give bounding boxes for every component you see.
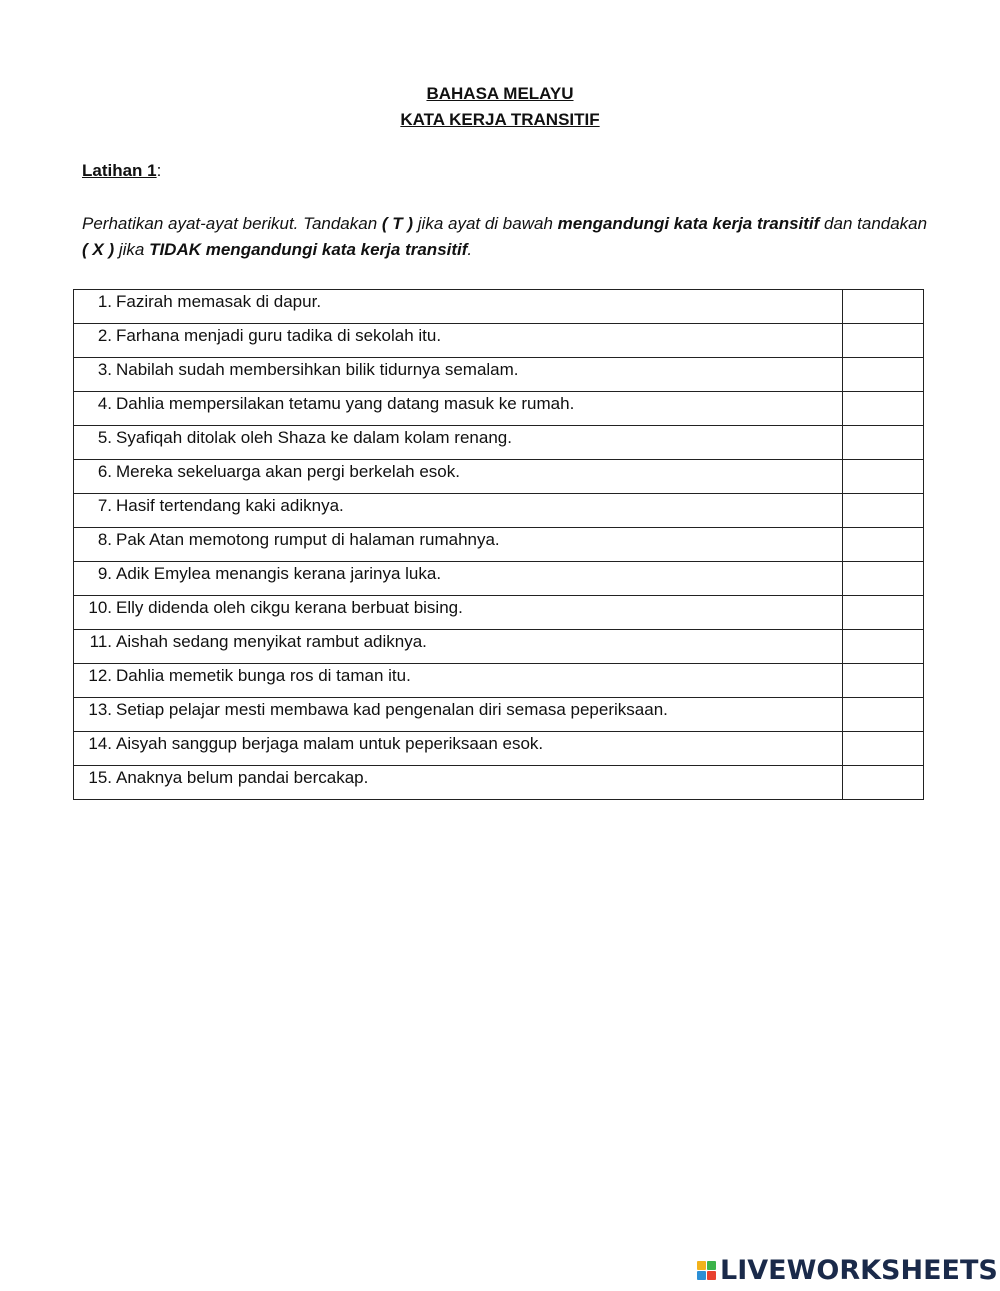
- question-row: [74, 596, 924, 630]
- question-row: [74, 630, 924, 664]
- answer-box[interactable]: [843, 324, 924, 358]
- question-number: 11.: [89, 632, 112, 651]
- logo-tile: [697, 1261, 706, 1270]
- answer-box[interactable]: [843, 562, 924, 596]
- question-row: [74, 324, 924, 358]
- question-cell: [74, 732, 843, 766]
- question-number: 4.: [97, 394, 112, 413]
- answer-box[interactable]: [843, 392, 924, 426]
- question-row: [74, 664, 924, 698]
- question-row: [74, 460, 924, 494]
- question-number: 13.: [88, 700, 112, 719]
- answer-box[interactable]: [843, 460, 924, 494]
- question-row: [74, 528, 924, 562]
- topic-title: KATA KERJA TRANSITIF: [400, 110, 600, 129]
- question-number: 3.: [97, 360, 112, 379]
- question-number: 10.: [88, 598, 112, 617]
- answer-box[interactable]: [843, 766, 924, 800]
- logo-tile: [707, 1271, 716, 1280]
- answer-box[interactable]: [843, 596, 924, 630]
- question-number: 7.: [97, 496, 112, 515]
- question-number: 6.: [97, 462, 112, 481]
- answer-box[interactable]: [843, 664, 924, 698]
- question-text: Fazirah memasak di dapur.: [116, 292, 322, 311]
- question-text: Dahlia mempersilakan tetamu yang datang masuk ke rumah.: [116, 394, 575, 413]
- question-cell: [74, 766, 843, 800]
- question-row: [74, 766, 924, 800]
- subject-title: BAHASA MELAYU: [426, 84, 574, 103]
- instruction-part: jika ayat di bawah: [413, 214, 558, 233]
- t-mark: ( T ): [381, 214, 414, 233]
- question-row: [74, 698, 924, 732]
- question-text: Adik Emylea menangis kerana jarinya luka.: [116, 564, 442, 583]
- section-heading: [82, 161, 161, 181]
- instruction-part: .: [467, 240, 473, 259]
- question-number: 1.: [97, 292, 112, 311]
- question-row: [74, 426, 924, 460]
- question-text: Elly didenda oleh cikgu kerana berbuat bising.: [116, 598, 463, 617]
- question-cell: [74, 596, 843, 630]
- liveworksheets-logo: [697, 1253, 998, 1287]
- question-row: [74, 290, 924, 324]
- contains-phrase: mengandungi kata kerja transitif: [557, 214, 820, 233]
- question-row: [74, 392, 924, 426]
- question-text: Pak Atan memotong rumput di halaman rumahnya.: [116, 530, 500, 549]
- question-text: Farhana menjadi guru tadika di sekolah itu.: [116, 326, 442, 345]
- question-number: 15.: [88, 768, 112, 787]
- question-text: Aishah sedang menyikat rambut adiknya.: [116, 632, 427, 651]
- question-cell: [74, 664, 843, 698]
- question-row: [74, 494, 924, 528]
- question-cell: [74, 290, 843, 324]
- question-number: 8.: [97, 530, 112, 549]
- logo-mark-icon: [697, 1261, 716, 1280]
- question-cell: [74, 358, 843, 392]
- question-text: Hasif tertendang kaki adiknya.: [116, 496, 344, 515]
- section-colon: :: [156, 161, 162, 180]
- answer-box[interactable]: [843, 732, 924, 766]
- question-cell: [74, 562, 843, 596]
- question-number: 9.: [97, 564, 112, 583]
- logo-tile: [697, 1271, 706, 1280]
- question-cell: [74, 324, 843, 358]
- question-text: Aisyah sanggup berjaga malam untuk peperiksaan esok.: [116, 734, 544, 753]
- instruction-part: jika: [114, 240, 150, 259]
- question-number: 12.: [88, 666, 112, 685]
- answer-box[interactable]: [843, 698, 924, 732]
- question-text: Mereka sekeluarga akan pergi berkelah esok.: [116, 462, 460, 481]
- question-text: Setiap pelajar mesti membawa kad pengenalan diri semasa peperiksaan.: [116, 700, 668, 719]
- instruction-text: [82, 211, 932, 263]
- question-cell: [74, 392, 843, 426]
- answer-box[interactable]: [843, 528, 924, 562]
- logo-tile: [707, 1261, 716, 1270]
- question-text: Nabilah sudah membersihkan bilik tidurnya semalam.: [116, 360, 519, 379]
- question-row: [74, 732, 924, 766]
- question-row: [74, 358, 924, 392]
- question-row: [74, 562, 924, 596]
- answer-box[interactable]: [843, 358, 924, 392]
- question-cell: [74, 460, 843, 494]
- x-mark: ( X ): [82, 240, 115, 259]
- question-cell: [74, 426, 843, 460]
- answer-box[interactable]: [843, 630, 924, 664]
- question-cell: [74, 494, 843, 528]
- question-text: Dahlia memetik bunga ros di taman itu.: [116, 666, 411, 685]
- question-cell: [74, 528, 843, 562]
- brand-text: LIVEWORKSHEETS: [720, 1254, 998, 1286]
- instruction-part: Perhatikan ayat-ayat berikut. Tandakan: [82, 214, 382, 233]
- question-cell: [74, 630, 843, 664]
- answer-box[interactable]: [843, 494, 924, 528]
- question-table: [73, 289, 924, 800]
- section-label: Latihan 1: [82, 161, 157, 180]
- question-text: Syafiqah ditolak oleh Shaza ke dalam kolam renang.: [116, 428, 512, 447]
- answer-box[interactable]: [843, 426, 924, 460]
- question-number: 14.: [88, 734, 112, 753]
- question-number: 2.: [97, 326, 112, 345]
- answer-box[interactable]: [843, 290, 924, 324]
- question-cell: [74, 698, 843, 732]
- not-contains-phrase: TIDAK mengandungi kata kerja transitif: [149, 240, 468, 259]
- question-number: 5.: [97, 428, 112, 447]
- question-text: Anaknya belum pandai bercakap.: [116, 768, 369, 787]
- instruction-part: dan tandakan: [819, 214, 928, 233]
